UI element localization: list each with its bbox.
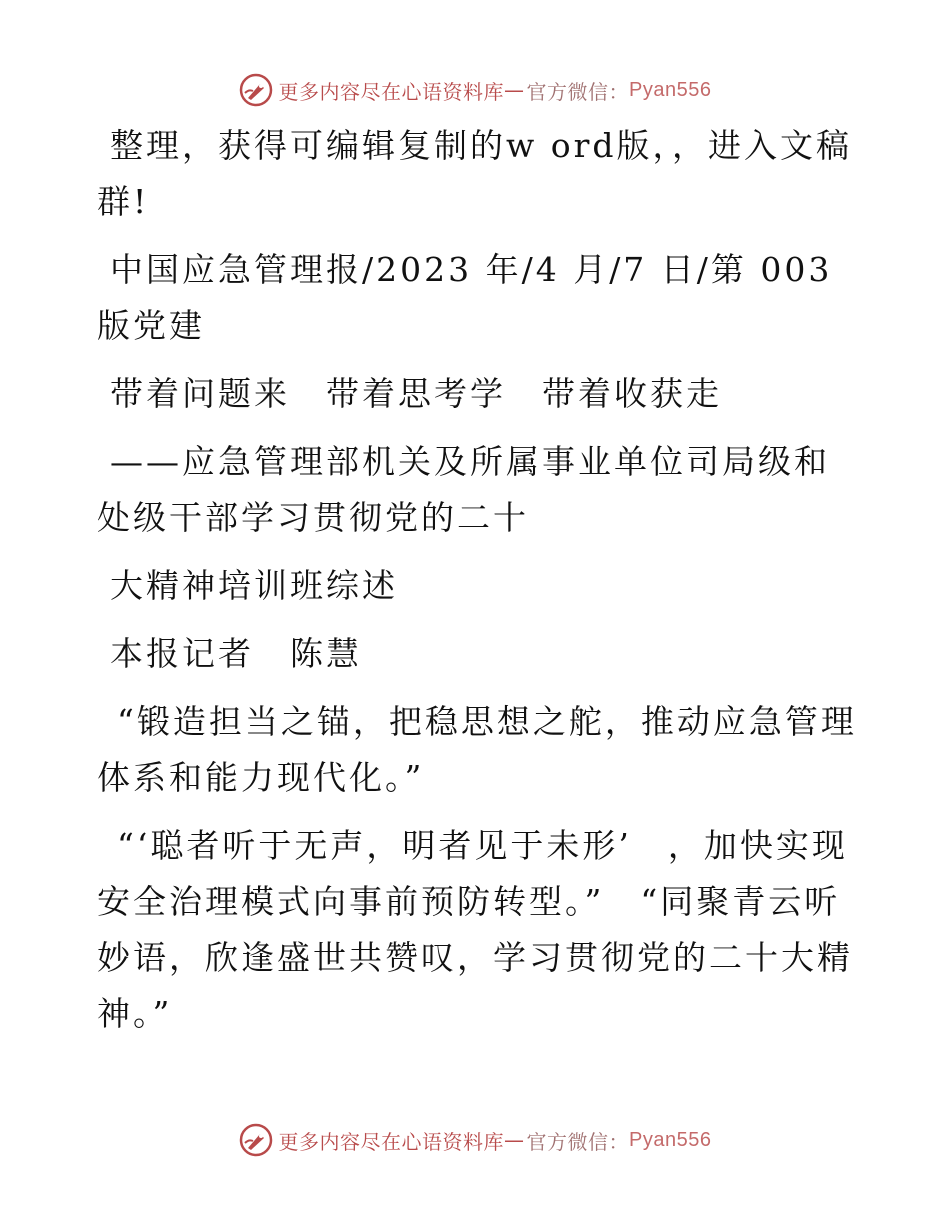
article-byline: 本报记者 陈慧	[110, 634, 362, 673]
banner-wechat-label: 官方微信：	[526, 1129, 630, 1154]
banner-wechat-label: 官方微信：	[526, 79, 630, 104]
paragraph-intro: 整理，获得可编辑复制的w ord版，，进入文稿群!	[97, 126, 853, 221]
pen-nib-logo-icon	[239, 1123, 273, 1157]
banner-handle: Pyan556	[629, 78, 712, 101]
article-title: 带着问题来 带着思考学 带着收获走	[110, 374, 722, 413]
pen-nib-logo-icon	[239, 73, 273, 107]
footer-watermark-banner	[0, 1120, 950, 1160]
article-subtitle: ——应急管理部机关及所属事业单位司局级和处级干部学习贯彻党的二十	[97, 442, 830, 537]
document-body	[97, 118, 857, 1054]
banner-text: 更多内容尽在心语资料库	[278, 1129, 505, 1154]
header-watermark-banner	[0, 70, 950, 110]
banner-dash: —	[504, 1128, 525, 1152]
quote-paragraph-1: “锻造担当之锚，把稳思想之舵，推动应急管理体系和能力现代化。”	[97, 702, 857, 797]
banner-dash: —	[504, 78, 525, 102]
article-subtitle-continued: 大精神培训班综述	[110, 566, 398, 605]
paragraph-source: 中国应急管理报/2023 年/4 月/7 日/第 003 版党建	[97, 250, 833, 345]
quote-paragraph-2: “‘聪者听于无声，明者见于未形’ ，加快实现安全治理模式向事前预防转型。” “同聚青云听妙语，欣逢盛世共赞叹，学习贯彻党的二十大精神。”	[97, 826, 853, 1033]
banner-handle: Pyan556	[629, 1128, 712, 1151]
banner-text: 更多内容尽在心语资料库	[278, 79, 505, 104]
